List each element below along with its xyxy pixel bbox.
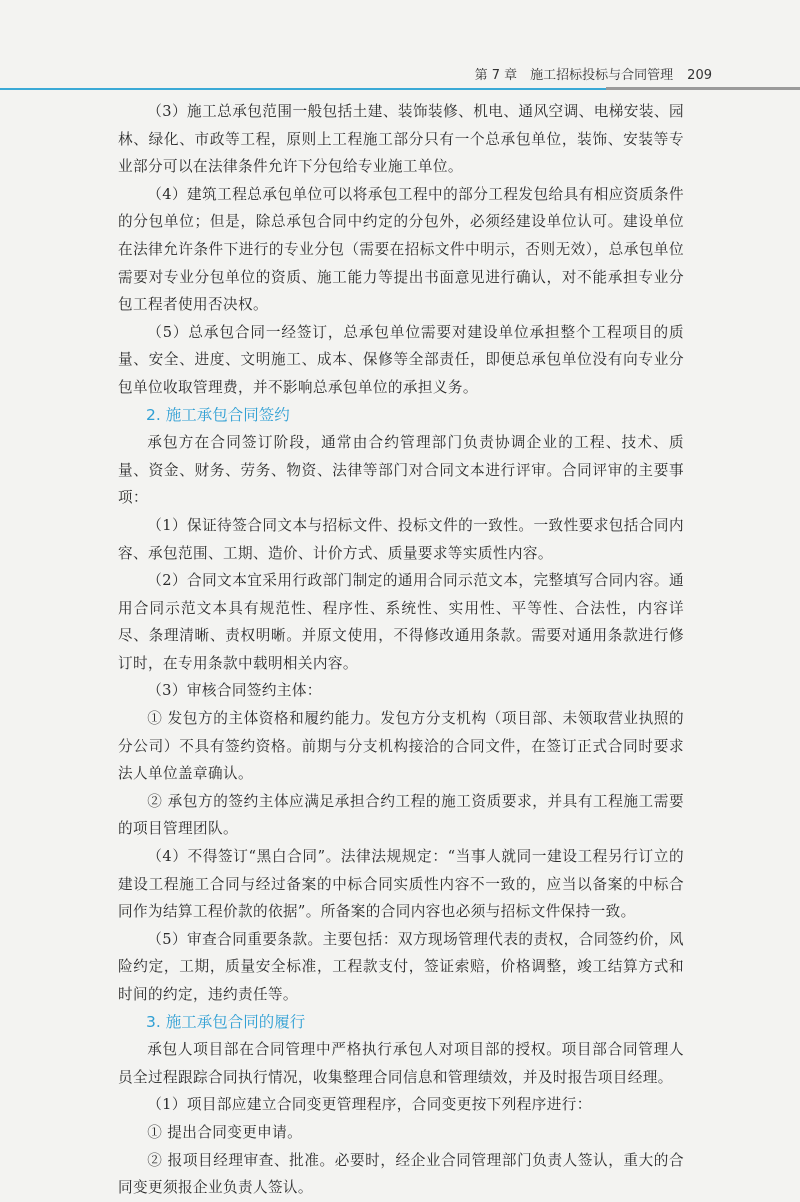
paragraph: （4）建筑工程总承包单位可以将承包工程中的部分工程发包给具有相应资质条件的分包单位；但是，除总承包合同中约定的分包外，必须经建设单位认可。建设单位在法律允许条件下进行的专业分包（需要在招标文件中明示，否则无效），总承包单位需要对专业分包单位的资质、施工能力等提出书面意见进行确认，对不能承担专业分包工程者使用否决权。	[118, 185, 684, 314]
header-rule	[0, 87, 800, 90]
paragraph: 承包方在合同签订阶段，通常由合约管理部门负责协调企业的工程、技术、质量、资金、财务、劳务、物资、法律等部门对合同文本进行评审。合同评审的主要事项：	[118, 434, 684, 507]
paragraph: （4）不得签订“黑白合同”。法律法规规定：“当事人就同一建设工程另行订立的建设工程施工合同与经过备案的中标合同实质性内容不一致的，应当以备案的中标合同作为结算工程价款的依据”。所备案的合同内容也必须与招标文件保持一致。	[118, 848, 684, 921]
section-heading-3: 3. 施工承包合同的履行	[146, 1012, 306, 1031]
page-body	[118, 98, 684, 1202]
page-number: 209	[687, 68, 712, 83]
chapter-title: 第 7 章 施工招标投标与合同管理	[474, 68, 674, 83]
paragraph: （3）施工总承包范围一般包括土建、装饰装修、机电、通风空调、电梯安装、园林、绿化、市政等工程，原则上工程施工部分只有一个总承包单位，装饰、安装等专业部分可以在法律条件允许下分包给专业施工单位。	[118, 103, 684, 176]
paragraph: （1）保证待签合同文本与招标文件、投标文件的一致性。一致性要求包括合同内容、承包范围、工期、造价、计价方式、质量要求等实质性内容。	[118, 516, 684, 562]
header-rule-blue	[0, 88, 606, 90]
paragraph: （5）审查合同重要条款。主要包括：双方现场管理代表的责权，合同签约价，风险约定，工期，质量安全标准，工程款支付，签证索赔，价格调整，竣工结算方式和时间的约定，违约责任等。	[118, 930, 684, 1003]
section-heading-2: 2. 施工承包合同签约	[146, 405, 290, 424]
paragraph: （1）项目部应建立合同变更管理程序，合同变更按下列程序进行：	[147, 1096, 592, 1114]
paragraph: 承包人项目部在合同管理中严格执行承包人对项目部的授权。项目部合同管理人员全过程跟踪合同执行情况，收集整理合同信息和管理绩效，并及时报告项目经理。	[118, 1041, 684, 1086]
paragraph: ① 发包方的主体资格和履约能力。发包方分支机构（项目部、未领取营业执照的分公司）不具有签约资格。前期与分支机构接洽的合同文件，在签订正式合同时要求法人单位盖章确认。	[118, 710, 684, 783]
paragraph: （5）总承包合同一经签订，总承包单位需要对建设单位承担整个工程项目的质量、安全、进度、文明施工、成本、保修等全部责任，即便总承包单位没有向专业分包单位收取管理费，并不影响总承包单位的承担义务。	[118, 323, 684, 396]
paragraph: ② 承包方的签约主体应满足承担合约工程的施工资质要求，并具有工程施工需要的项目管理团队。	[118, 792, 684, 838]
paragraph: （3）审核合同签约主体：	[147, 682, 322, 700]
header-rule-gray	[606, 87, 800, 90]
paragraph: ① 提出合同变更申请。	[147, 1123, 303, 1141]
paragraph: （2）合同文本宜采用行政部门制定的通用合同示范文本，完整填写合同内容。通用合同示范文本具有规范性、程序性、系统性、实用性、平等性、合法性，内容详尽、条理清晰、责权明晰。并原文使用，不得修改通用条款。需要对通用条款进行修订时，在专用条款中载明相关内容。	[118, 572, 684, 672]
page-header	[0, 56, 800, 90]
running-head	[475, 64, 712, 83]
paragraph: ② 报项目经理审查、批准。必要时，经企业合同管理部门负责人签认，重大的合同变更须报企业负责人签认。	[118, 1151, 684, 1197]
